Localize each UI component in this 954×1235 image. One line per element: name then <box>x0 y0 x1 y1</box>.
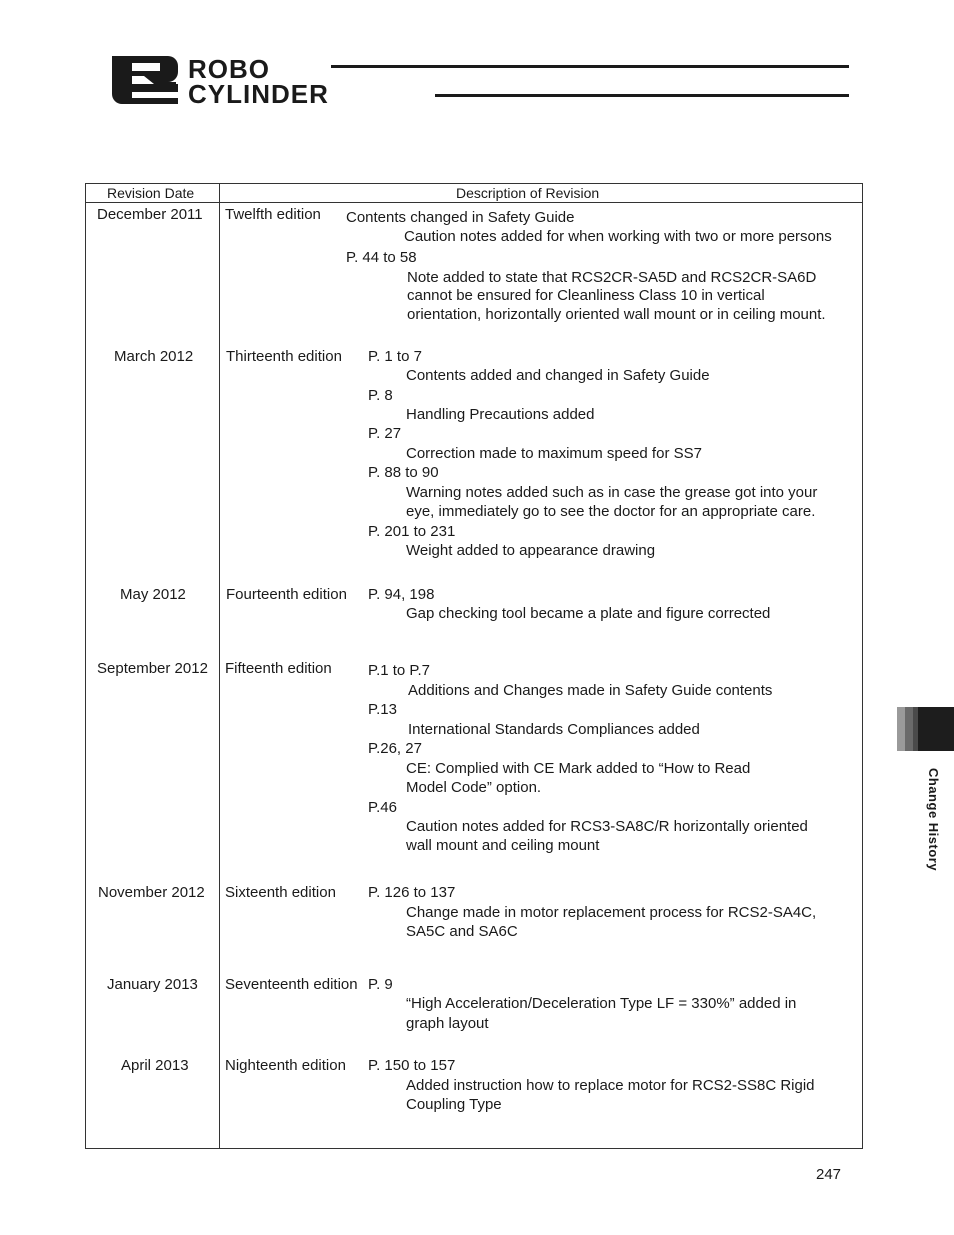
row-line: Caution notes added for RCS3-SA8C/R horizontally oriented <box>406 818 808 835</box>
row-line: P. 27 <box>368 425 402 442</box>
row-line: P.46 <box>368 799 397 816</box>
row-line: orientation, horizontally oriented wall mount or in ceiling mount. <box>407 306 826 323</box>
row-line: P. 8 <box>368 387 393 404</box>
row-edition: Twelfth edition <box>225 206 321 223</box>
page-number: 247 <box>816 1166 842 1183</box>
row-line: P. 9 <box>368 976 393 993</box>
row-line: P. 1 to 7 <box>368 348 422 365</box>
row-date: September 2012 <box>97 660 208 677</box>
logo-rule-top <box>331 65 849 68</box>
row-edition: Fifteenth edition <box>225 660 332 677</box>
row-line: Contents added and changed in Safety Guide <box>406 367 710 384</box>
header-divider <box>85 202 863 203</box>
row-line: Contents changed in Safety Guide <box>346 209 575 226</box>
row-line: P. 94, 198 <box>368 586 435 603</box>
row-date: May 2012 <box>120 586 186 603</box>
row-line: Caution notes added for when working with two or more persons <box>404 228 832 245</box>
row-line: Additions and Changes made in Safety Guide contents <box>408 682 773 699</box>
logo-text-cylinder: CYLINDER <box>188 79 329 106</box>
side-tab-label: Change History <box>926 768 941 872</box>
row-line: cannot be ensured for Cleanliness Class 10 in vertical <box>407 287 765 304</box>
row-edition: Fourteenth edition <box>226 586 347 603</box>
row-edition: Sixteenth edition <box>225 884 336 901</box>
logo-rule-bottom <box>435 94 849 97</box>
row-line: Model Code” option. <box>406 779 542 796</box>
row-line: wall mount and ceiling mount <box>406 837 600 854</box>
row-line: P.13 <box>368 701 397 718</box>
chapter-tab-marker <box>897 707 954 751</box>
row-line: P. 201 to 231 <box>368 523 456 540</box>
row-edition: Nighteenth edition <box>225 1057 346 1074</box>
row-line: International Standards Compliances added <box>408 721 700 738</box>
row-line: Change made in motor replacement process for RCS2-SA4C, <box>406 904 817 921</box>
row-line: “High Acceleration/Deceleration Type LF = 330%” added in <box>406 995 797 1012</box>
header-description: Description of Revision <box>456 185 600 201</box>
row-date: April 2013 <box>121 1057 189 1074</box>
logo-text-robo: ROBO <box>188 54 270 84</box>
row-line: P. 126 to 137 <box>368 884 456 901</box>
row-line: P.26, 27 <box>368 740 422 757</box>
row-line: P. 150 to 157 <box>368 1057 456 1074</box>
row-line: SA5C and SA6C <box>406 923 518 940</box>
row-line: Correction made to maximum speed for SS7 <box>406 445 702 462</box>
row-date: November 2012 <box>98 884 205 901</box>
row-line: Added instruction how to replace motor for RCS2-SS8C Rigid <box>406 1077 815 1094</box>
row-date: January 2013 <box>107 976 198 993</box>
row-edition: Thirteenth edition <box>226 348 342 365</box>
row-line: P. 44 to 58 <box>346 249 417 266</box>
row-line: Warning notes added such as in case the grease got into your <box>406 484 818 501</box>
row-line: Coupling Type <box>406 1096 502 1113</box>
row-date: December 2011 <box>97 206 203 223</box>
row-line: Gap checking tool became a plate and figure corrected <box>406 605 771 622</box>
row-line: graph layout <box>406 1015 489 1032</box>
row-line: CE: Complied with CE Mark added to “How to Read <box>406 760 751 777</box>
row-date: March 2012 <box>114 348 194 365</box>
header-revision-date: Revision Date <box>107 185 195 201</box>
row-line: Handling Precautions added <box>406 406 595 423</box>
robo-cylinder-logo <box>108 54 428 106</box>
row-line: P. 88 to 90 <box>368 464 439 481</box>
row-line: P.1 to P.7 <box>368 662 431 679</box>
row-edition: Seventeenth edition <box>225 976 358 993</box>
column-divider <box>219 183 220 1149</box>
row-line: Note added to state that RCS2CR-SA5D and RCS2CR-SA6D <box>407 269 817 286</box>
row-line: eye, immediately go to see the doctor for an appropriate care. <box>406 503 816 520</box>
row-line: Weight added to appearance drawing <box>406 542 656 559</box>
